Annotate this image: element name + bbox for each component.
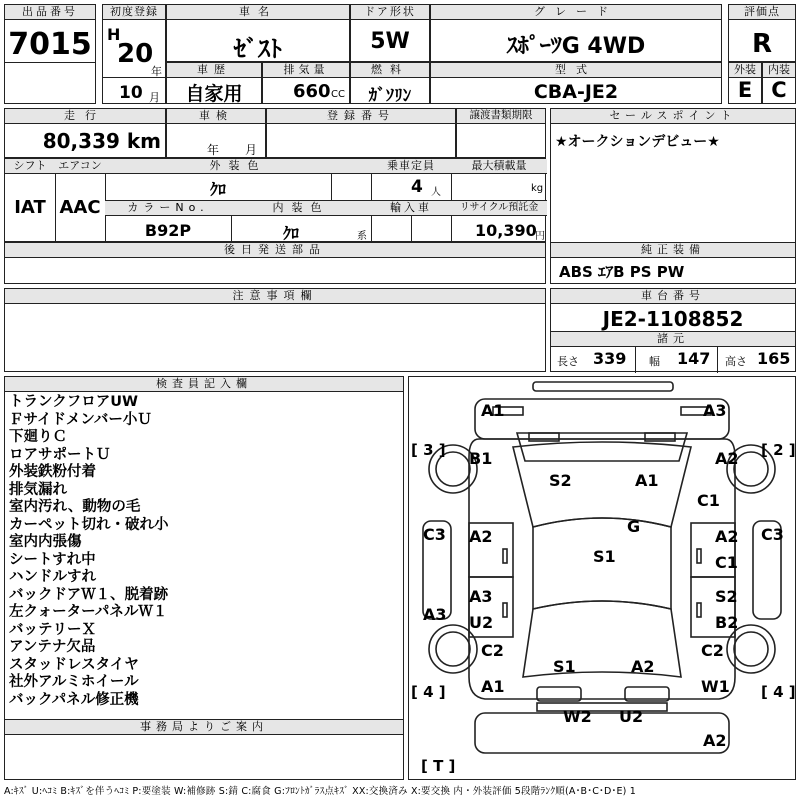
first-reg-year: 20 (117, 39, 154, 69)
max-load-label: 最大積載量 (451, 159, 547, 174)
damage-quarter-left: A3 (423, 605, 447, 624)
later-parts-label: 後日発送部品 (5, 243, 545, 258)
later-parts-cell (4, 242, 546, 284)
note-line: 社外アルミホイール (9, 674, 139, 690)
damage-door-rr-b: B2 (715, 613, 739, 632)
grade-value: ｽﾎﾟｰﾂG 4WD (506, 34, 646, 59)
mileage-cell (4, 108, 166, 158)
recycle-label: リサイクル預託金 (451, 201, 547, 216)
genuine-value: ABS ｴｱB PS PW (559, 263, 685, 281)
damage-rear-glass-a: A2 (631, 657, 655, 676)
ext-color-label: 外装色 (105, 159, 371, 174)
mileage-label: 走行 (5, 109, 165, 124)
model-cell (430, 62, 722, 104)
int-color-value: ｸﾛ (282, 224, 299, 243)
aircon-value: AAC (59, 197, 101, 218)
score-cell (728, 4, 796, 62)
note-line: 排気漏れ (9, 481, 67, 498)
height-value: 165 (757, 349, 791, 368)
damage-rear-fender-right: C2 (701, 641, 724, 660)
sales-point-label: セールスポイント (551, 109, 795, 124)
car-diagram-panel (408, 376, 796, 780)
note-line: 室内汚れ、動物の毛 (9, 499, 141, 515)
exterior-grade-label: 外装 (729, 63, 761, 78)
transfer-label: 譲渡書類期限 (457, 109, 545, 124)
damage-fender-right: A2 (715, 449, 739, 468)
note-line: ハンドルすれ (9, 569, 96, 585)
exterior-grade-value: E (737, 78, 753, 102)
score-label: 評価点 (729, 5, 795, 20)
marker-t: [ T ] (421, 757, 456, 775)
damage-front-left: A1 (481, 401, 505, 420)
damage-bonnet-c: C1 (697, 491, 720, 510)
capacity-unit: 人 (431, 187, 441, 198)
displacement-label: 排気量 (263, 63, 349, 78)
damage-door-fr-a: A2 (715, 527, 739, 546)
door-cell (350, 4, 430, 62)
note-line: トランクフロアUW (9, 394, 138, 410)
interior-grade-label: 内装 (763, 63, 795, 78)
score-value: R (751, 29, 773, 59)
chassis-label: 車台番号 (551, 289, 795, 304)
office-label: 事務局よりご案内 (5, 720, 403, 735)
interior-grade-value: C (771, 78, 787, 102)
marker-2: [ 2 ] (761, 441, 796, 459)
int-color-unit: 系 (357, 231, 367, 242)
door-label: ドア形状 (351, 5, 429, 20)
damage-bumper-w: W2 (563, 707, 592, 726)
inspection-label: 車検 (167, 109, 265, 124)
displacement-value: 660 (293, 81, 331, 102)
first-reg-cell (102, 4, 166, 104)
transfer-cell (456, 108, 546, 158)
fuel-value: ｶﾞｿﾘﾝ (368, 86, 412, 106)
shift-value: IAT (14, 197, 46, 218)
car-name-cell (166, 4, 350, 62)
car-diagram (409, 377, 795, 779)
note-line: バッテリーＸ (9, 621, 96, 638)
genuine-label: 純正装備 (551, 243, 795, 258)
note-line: バックパネル修正機 (9, 691, 139, 708)
interior-grade-cell (762, 62, 796, 104)
fuel-cell (350, 62, 430, 104)
damage-door-fl: A2 (469, 527, 493, 546)
first-reg-month-unit: 月 (149, 91, 160, 104)
length-value: 339 (593, 349, 627, 368)
damage-pillar-right: C3 (761, 525, 784, 544)
marker-4-right: [ 4 ] (761, 683, 796, 701)
displacement-cell (262, 62, 350, 104)
damage-rear-corner-right: W1 (701, 677, 730, 696)
note-line: ロアサポートＵ (9, 446, 111, 463)
door-value: 5W (370, 29, 410, 54)
note-line: アンテナ欠品 (9, 639, 96, 655)
chassis-value: JE2-1108852 (602, 307, 744, 331)
color-no-label: カラーNo. (105, 201, 231, 216)
marker-4-left: [ 4 ] (411, 683, 446, 701)
damage-door-fr-c: C1 (715, 553, 738, 572)
grade-cell (430, 4, 722, 62)
reg-number-label: 登録番号 (267, 109, 455, 124)
inspector-cell (4, 376, 404, 780)
ext-color-value: ｸﾛ (209, 180, 226, 199)
first-reg-month: 10 (119, 83, 143, 103)
exterior-grade-cell (728, 62, 762, 104)
damage-front-right: A3 (703, 401, 727, 420)
int-color-label: 内装色 (231, 201, 371, 216)
model-value: CBA-JE2 (533, 81, 619, 103)
note-line: 下廻りＣ (9, 429, 67, 445)
aircon-label: エアコン (55, 159, 105, 174)
damage-bonnet-left: S2 (549, 471, 572, 490)
history-label: 車歴 (167, 63, 261, 78)
length-label: 長さ (557, 355, 579, 368)
history-value: 自家用 (185, 83, 243, 105)
damage-bumper-u: U2 (619, 707, 644, 726)
spec-grid (4, 158, 546, 242)
model-label: 型式 (431, 63, 721, 78)
car-name-label: 車名 (167, 5, 349, 20)
lot-number: 7015 (8, 27, 92, 62)
inspection-month-unit: 月 (245, 143, 258, 157)
damage-roof-g: G (627, 517, 641, 536)
marker-3: [ 3 ] (411, 441, 446, 459)
inspector-notes (9, 394, 169, 709)
caution-label: 注意事項欄 (5, 289, 545, 304)
capacity-value: 4 (411, 177, 423, 197)
damage-rear-glass-s: S1 (553, 657, 576, 676)
note-line: シートすれ中 (9, 551, 96, 568)
damage-bonnet-right: A1 (635, 471, 659, 490)
reg-number-cell (266, 108, 456, 158)
damage-roof-s: S1 (593, 547, 616, 566)
damage-door-rl-a: A3 (469, 587, 493, 606)
first-reg-year-unit: 年 (151, 65, 162, 78)
sales-point-cell (550, 108, 796, 284)
grade-label: グレード (431, 5, 721, 20)
import-label: 輸入車 (371, 201, 451, 216)
specs-label: 諸元 (551, 332, 795, 347)
width-label: 幅 (649, 355, 660, 368)
note-line: 左クォーターパネルＷ１ (9, 604, 168, 620)
capacity-label: 乗車定員 (371, 159, 451, 174)
damage-fender-left: B1 (469, 449, 493, 468)
note-line: カーペット切れ・破れ小 (9, 516, 169, 533)
damage-pillar-left: C3 (423, 525, 446, 544)
note-line: Ｆサイドメンバー小Ｕ (9, 411, 152, 428)
first-reg-era: H (107, 25, 121, 44)
first-reg-label: 初度登録 (103, 5, 165, 20)
height-label: 高さ (725, 355, 747, 368)
note-line: 外装鉄粉付着 (9, 464, 96, 480)
damage-door-rl-u: U2 (469, 613, 494, 632)
inspector-label: 検査員記入欄 (5, 377, 403, 392)
car-name-value: ｾﾞｽﾄ (234, 35, 282, 63)
note-line: バックドアＷ１、脱着跡 (9, 586, 169, 603)
lot-label: 出品番号 (5, 5, 95, 20)
damage-rear-fender-left: C2 (481, 641, 504, 660)
sales-point-value: ★オークションデビュー★ (555, 134, 720, 150)
note-line: スタッドレスタイヤ (9, 656, 139, 673)
legend-text: A:ｷｽﾞ U:ﾍｺﾐ B:ｷｽﾞを伴うﾍｺﾐ P:要塗装 W:補修跡 S:錆 C:腐食 G:ﾌﾛﾝﾄｶﾞﾗｽ点ｷｽﾞ XX:交換済み X:要交換 内・外装評価 5段階ﾗﾝｸ順(A･B･C･D･E) 1 (4, 786, 637, 797)
lot-cell (4, 4, 96, 104)
recycle-value: 10,390 (475, 221, 537, 240)
caution-cell (4, 288, 546, 372)
inspection-year-unit: 年 (207, 143, 220, 157)
history-cell (166, 62, 262, 104)
chassis-cell (550, 288, 796, 372)
width-value: 147 (677, 349, 711, 368)
damage-rear-bottom: A2 (703, 731, 727, 750)
note-line: 室内内張傷 (9, 534, 82, 550)
damage-door-rr-s: S2 (715, 587, 738, 606)
displacement-unit: CC (331, 89, 345, 100)
damage-rear-corner-left: A1 (481, 677, 505, 696)
max-load-unit: kg (531, 183, 544, 194)
fuel-label: 燃料 (351, 63, 429, 78)
recycle-unit: 円 (535, 231, 545, 242)
shift-label: シフト (5, 159, 55, 174)
mileage-value: 80,339 km (42, 129, 161, 153)
inspection-cell (166, 108, 266, 158)
color-no-value: B92P (144, 221, 192, 240)
